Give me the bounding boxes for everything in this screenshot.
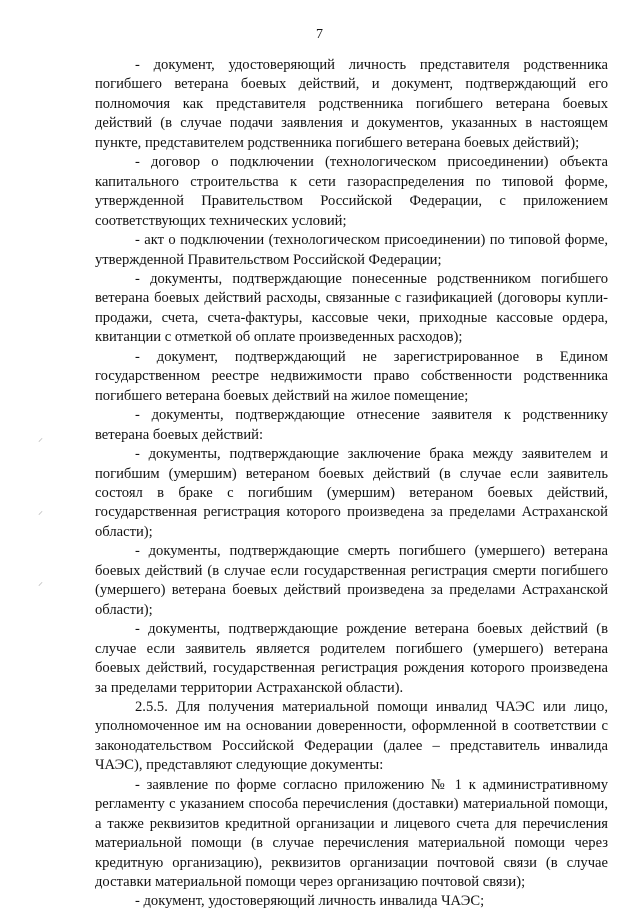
- paragraph-connection-act: - акт о подключении (технологическом присоединении) по типовой форме, утвержденной Правительством Российской Федерации;: [95, 232, 608, 268]
- page-number: 7: [316, 27, 323, 42]
- margin-mark: ⸝: [38, 577, 43, 588]
- document-body: [95, 56, 608, 912]
- paragraph-gas-contract: - договор о подключении (технологическом присоединении) объекта капитального строительства к сети газораспределения по типовой форме, утвержденной Правительством Российской Федерации, с приложением соответствующих технических условий;: [95, 154, 608, 229]
- paragraph-relationship: - документы, подтверждающие отнесение заявителя к родственнику ветерана боевых действий:: [95, 407, 608, 443]
- paragraph-chaes-id: - документ, удостоверяющий личность инвалида ЧАЭС;: [135, 893, 485, 910]
- margin-mark: ⸝: [38, 433, 43, 444]
- paragraph-death: - документы, подтверждающие смерть погибшего (умершего) ветерана боевых действий (в случае если государственная регистрация смерти погибшего (умершего) ветерана боевых действий произведена за пределами Астраханской области);: [95, 543, 608, 618]
- paragraph-marriage: - документы, подтверждающие заключение брака между заявителем и погибшим (умершим) ветераном боевых действий (в случае если заявитель состоял в браке с погибшим (умершим) ветераном боевых действий, государственная регистрация которого произведена за пределами Астраханской области);: [95, 446, 608, 540]
- paragraph-section-2-5-5: 2.5.5. Для получения материальной помощи инвалид ЧАЭС или лицо, уполномоченное им на основании доверенности, оформленной в соответствии с законодательством Российской Федерации (далее – представитель инвалида ЧАЭС), представляют следующие документы:: [95, 698, 608, 774]
- margin-mark: ⸝: [38, 506, 43, 517]
- paragraph-expense-documents: - документы, подтверждающие понесенные родственником погибшего ветерана боевых действий расходы, связанные с газификацией (договоры купли-продажи, счета, счета-фактуры, кассовые чеки, приходные кассовые ордера, квитанции с отметкой об оплате произведенных расходов);: [95, 270, 608, 346]
- paragraph-birth: - документы, подтверждающие рождение ветерана боевых действий (в случае если заявитель является родителем погибшего (умершего) ветерана боевых действий, государственная регистрация рождения которого произведена за пределами территории Астраханской области).: [95, 621, 608, 696]
- paragraph-representative-id: - документ, удостоверяющий личность представителя родственника погибшего ветерана боевых действий, и документ, подтверждающий его полномочия как представителя родственника погибшего ветерана боевых действий (в случае подачи заявления и документов, указанных в настоящем пункте, представителем родственника погибшего ветерана боевых действий);: [95, 57, 608, 151]
- paragraph-application: - заявление по форме согласно приложению № 1 к административному регламенту с указанием способа перечисления (доставки) материальной помощи, а также реквизитов кредитной организации и лицевого счета для перечисления материальной помощи (в случае перечисления материальной помощи через кредитную организацию), реквизитов организации почтовой связи (в случае доставки материальной помощи через организацию почтовой связи);: [95, 776, 608, 891]
- paragraph-property-right: - документ, подтверждающий не зарегистрированное в Едином государственном реестре недвижимости право собственности родственника погибшего ветерана боевых действий на жилое помещение;: [95, 348, 608, 404]
